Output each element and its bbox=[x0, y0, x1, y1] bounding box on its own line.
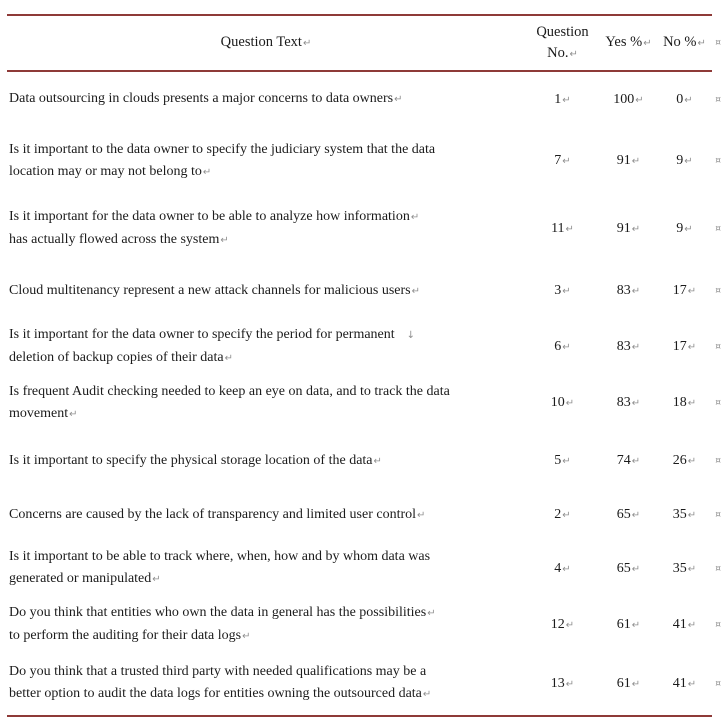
pilcrow-mark: ↵ bbox=[687, 563, 697, 575]
question-text: Concerns are caused by the lack of transparency and limited user control bbox=[9, 506, 417, 522]
question-no-value: 1 bbox=[554, 91, 562, 107]
yes-pct-value: 65 bbox=[616, 507, 631, 522]
question-no-value: 6 bbox=[554, 339, 562, 354]
yes-pct-value: 100 bbox=[613, 91, 635, 107]
pilcrow-mark: ↵ bbox=[631, 510, 641, 521]
question-no-value: 10 bbox=[550, 395, 565, 410]
question-line bbox=[9, 504, 525, 527]
yes-cell bbox=[600, 153, 657, 169]
question-line bbox=[9, 602, 525, 625]
no-cell bbox=[657, 617, 712, 633]
column-header-question-no-line1: Question bbox=[536, 23, 589, 40]
question-cell bbox=[7, 88, 525, 111]
yes-pct-value: 83 bbox=[616, 283, 631, 298]
question-cell bbox=[7, 324, 525, 370]
question-text: Cloud multitenancy represent a new attack channels for malicious users bbox=[9, 282, 411, 298]
question-line bbox=[9, 450, 525, 473]
no-cell bbox=[657, 92, 712, 108]
question-cell bbox=[7, 450, 525, 473]
pilcrow-mark: ↵ bbox=[565, 223, 574, 235]
pilcrow-mark: ↵ bbox=[562, 286, 571, 297]
yes-cell bbox=[600, 395, 657, 411]
no-cell bbox=[657, 283, 712, 299]
pilcrow-mark: ↵ bbox=[202, 166, 212, 178]
no-pct-value: 0 bbox=[676, 91, 684, 107]
question-text: generated or manipulated bbox=[9, 571, 152, 586]
question-cell bbox=[7, 661, 525, 706]
question-text: Is frequent Audit checking needed to keep an eye on data, and to track the data bbox=[9, 383, 450, 399]
question-line bbox=[9, 381, 525, 403]
pilcrow-mark: ↵ bbox=[562, 456, 571, 467]
no-pct-value: 9 bbox=[676, 153, 684, 168]
pilcrow-mark: ↵ bbox=[410, 211, 420, 223]
yes-pct-value: 74 bbox=[616, 453, 631, 468]
pilcrow-mark: ↵ bbox=[684, 156, 693, 167]
question-line bbox=[9, 229, 525, 252]
question-line bbox=[9, 88, 525, 111]
pilcrow-mark: ↵ bbox=[373, 455, 382, 467]
no-pct-value: 35 bbox=[672, 507, 687, 522]
question-text: location may or may not belong to bbox=[9, 163, 202, 179]
table-header-row bbox=[7, 16, 721, 72]
question-cell bbox=[7, 280, 525, 303]
yes-cell bbox=[600, 676, 657, 692]
pilcrow-mark: ↵ bbox=[631, 456, 641, 467]
pilcrow-mark: ↵ bbox=[697, 38, 706, 49]
question-text: better option to audit the data logs for entities owning the outsourced data bbox=[9, 686, 422, 701]
row-end-mark: ¤ bbox=[715, 510, 721, 520]
column-header-question-no-line2: No.↵ bbox=[547, 44, 578, 61]
table-row bbox=[7, 262, 721, 320]
pilcrow-mark: ↵ bbox=[631, 286, 641, 297]
pilcrow-mark: ↵ bbox=[565, 678, 575, 690]
question-text: Is it important to the data owner to specify the judiciary system that the data bbox=[9, 141, 436, 157]
pilcrow-mark: ↵ bbox=[422, 689, 432, 700]
question-line bbox=[9, 403, 525, 426]
row-end-mark: ¤ bbox=[715, 456, 721, 466]
question-line bbox=[9, 139, 525, 161]
question-no-cell bbox=[525, 617, 600, 633]
question-text: Do you think that entities who own the data in general has the possibilities bbox=[9, 604, 427, 620]
pilcrow-mark: ↵ bbox=[69, 408, 78, 420]
no-cell bbox=[657, 676, 712, 692]
question-no-cell bbox=[525, 507, 600, 523]
yes-cell bbox=[600, 453, 657, 469]
row-end-mark: ¤ bbox=[715, 286, 721, 296]
row-end-mark: ¤ bbox=[715, 342, 721, 352]
pilcrow-mark: ↵ bbox=[562, 94, 571, 106]
question-line bbox=[9, 546, 525, 568]
pilcrow-mark: ↵ bbox=[687, 342, 697, 353]
table-row bbox=[7, 320, 721, 374]
linebreak-mark: ↓ bbox=[406, 330, 416, 341]
question-no-value: 13 bbox=[550, 675, 565, 691]
yes-cell bbox=[600, 221, 657, 237]
no-cell bbox=[657, 395, 712, 411]
pilcrow-mark: ↵ bbox=[687, 398, 697, 409]
question-cell bbox=[7, 381, 525, 426]
question-no-value: 4 bbox=[554, 560, 562, 576]
survey-results-table bbox=[7, 14, 721, 717]
row-end-mark: ¤ bbox=[715, 223, 721, 234]
question-no-cell bbox=[525, 339, 600, 355]
pilcrow-mark: ↵ bbox=[643, 38, 652, 49]
question-no-cell bbox=[525, 453, 600, 469]
question-line bbox=[9, 161, 525, 184]
table-row bbox=[7, 72, 721, 127]
pilcrow-mark: ↵ bbox=[631, 678, 641, 690]
no-cell bbox=[657, 453, 712, 469]
question-line bbox=[9, 683, 525, 706]
yes-pct-value: 91 bbox=[616, 153, 631, 168]
question-line bbox=[9, 280, 525, 303]
no-cell bbox=[657, 561, 712, 577]
question-text: Data outsourcing in clouds presents a major concerns to data owners bbox=[9, 91, 394, 106]
yes-pct-value: 83 bbox=[616, 395, 631, 410]
no-cell bbox=[657, 507, 712, 523]
no-pct-value: 41 bbox=[672, 675, 687, 691]
row-end-mark: ¤ bbox=[715, 563, 721, 574]
pilcrow-mark: ↵ bbox=[565, 619, 575, 631]
question-no-cell bbox=[525, 92, 600, 108]
table-row bbox=[7, 127, 721, 195]
pilcrow-mark: ↵ bbox=[687, 456, 697, 467]
question-no-cell bbox=[525, 283, 600, 299]
question-no-cell bbox=[525, 153, 600, 169]
table-row bbox=[7, 597, 721, 652]
pilcrow-mark: ↵ bbox=[687, 619, 697, 631]
question-no-value: 12 bbox=[550, 616, 565, 632]
row-end-mark: ¤ bbox=[715, 38, 721, 48]
yes-cell bbox=[600, 339, 657, 355]
yes-pct-value: 61 bbox=[616, 675, 631, 691]
pilcrow-mark: ↵ bbox=[562, 563, 571, 575]
question-line bbox=[9, 324, 525, 347]
no-pct-value: 17 bbox=[672, 283, 687, 298]
question-no-cell bbox=[525, 676, 600, 692]
row-end-mark: ¤ bbox=[715, 156, 721, 166]
yes-cell bbox=[600, 283, 657, 299]
column-header-no-pct-label: No % bbox=[663, 34, 697, 50]
question-no-value: 3 bbox=[554, 283, 562, 298]
column-header-question-text-label: Question Text bbox=[220, 34, 302, 50]
question-no-cell bbox=[525, 561, 600, 577]
table-row bbox=[7, 195, 721, 262]
no-cell bbox=[657, 153, 712, 169]
table-row bbox=[7, 652, 721, 715]
yes-cell bbox=[600, 617, 657, 633]
row-end-mark: ¤ bbox=[715, 94, 721, 105]
no-pct-value: 26 bbox=[672, 453, 687, 468]
question-text: to perform the auditing for their data logs bbox=[9, 627, 242, 643]
question-text: Is it important to specify the physical storage location of the data bbox=[9, 452, 373, 468]
row-end-mark: ¤ bbox=[715, 398, 721, 408]
column-header-no-pct bbox=[657, 32, 712, 54]
no-pct-value: 17 bbox=[672, 339, 687, 354]
question-no-value: 2 bbox=[554, 507, 562, 522]
row-end-mark: ¤ bbox=[715, 678, 721, 689]
yes-pct-value: 61 bbox=[616, 616, 631, 632]
question-text: Do you think that a trusted third party with needed qualifications may be a bbox=[9, 664, 427, 679]
pilcrow-mark: ↵ bbox=[687, 678, 697, 690]
pilcrow-mark: ↵ bbox=[631, 563, 641, 575]
no-pct-value: 41 bbox=[672, 616, 687, 632]
no-cell bbox=[657, 339, 712, 355]
pilcrow-mark: ↵ bbox=[631, 156, 641, 167]
question-text: Is it important for the data owner to specify the period for permanent bbox=[9, 327, 395, 342]
question-text: has actually flowed across the system bbox=[9, 231, 220, 247]
yes-cell bbox=[600, 561, 657, 577]
question-no-value: 5 bbox=[554, 453, 562, 468]
table-row bbox=[7, 432, 721, 490]
pilcrow-mark: ↵ bbox=[220, 234, 229, 246]
pilcrow-mark: ↵ bbox=[562, 510, 571, 521]
table-body bbox=[7, 72, 721, 715]
pilcrow-mark: ↵ bbox=[687, 510, 697, 521]
question-line bbox=[9, 661, 525, 683]
question-line bbox=[9, 568, 525, 591]
yes-pct-value: 83 bbox=[616, 339, 631, 354]
column-header-question-text bbox=[7, 32, 525, 54]
question-text: Is it important for the data owner to be able to analyze how information bbox=[9, 208, 410, 224]
pilcrow-mark: ↵ bbox=[631, 342, 641, 353]
yes-pct-value: 65 bbox=[616, 560, 631, 576]
pilcrow-mark: ↵ bbox=[152, 574, 161, 585]
pilcrow-mark: ↵ bbox=[224, 353, 233, 364]
question-cell bbox=[7, 546, 525, 591]
no-cell bbox=[657, 221, 712, 237]
question-cell bbox=[7, 504, 525, 527]
table-row bbox=[7, 540, 721, 597]
question-text: movement bbox=[9, 405, 69, 421]
question-no-cell bbox=[525, 221, 600, 237]
question-no-value: 11 bbox=[551, 220, 565, 236]
yes-cell bbox=[600, 507, 657, 523]
question-no-value: 7 bbox=[554, 153, 562, 168]
column-header-yes-pct bbox=[600, 32, 657, 54]
question-text: deletion of backup copies of their data bbox=[9, 350, 224, 365]
column-header-yes-pct-label: Yes % bbox=[605, 34, 643, 50]
question-cell bbox=[7, 602, 525, 648]
pilcrow-mark: ↵ bbox=[417, 509, 426, 521]
question-cell bbox=[7, 139, 525, 184]
table-row bbox=[7, 374, 721, 432]
pilcrow-mark: ↵ bbox=[562, 156, 571, 167]
pilcrow-mark: ↵ bbox=[684, 94, 693, 106]
question-line bbox=[9, 206, 525, 229]
pilcrow-mark: ↵ bbox=[427, 607, 436, 619]
no-pct-value: 35 bbox=[672, 560, 687, 576]
pilcrow-mark: ↵ bbox=[687, 286, 697, 297]
yes-pct-value: 91 bbox=[616, 220, 631, 236]
pilcrow-mark: ↵ bbox=[631, 398, 641, 409]
question-cell bbox=[7, 206, 525, 252]
yes-cell bbox=[600, 92, 657, 108]
question-no-cell bbox=[525, 395, 600, 411]
question-line bbox=[9, 625, 525, 648]
pilcrow-mark: ↵ bbox=[565, 398, 575, 409]
pilcrow-mark: ↵ bbox=[635, 94, 644, 106]
pilcrow-mark: ↵ bbox=[569, 48, 578, 60]
pilcrow-mark: ↵ bbox=[684, 223, 693, 235]
pilcrow-mark: ↵ bbox=[411, 285, 420, 297]
pilcrow-mark: ↵ bbox=[631, 619, 641, 631]
pilcrow-mark: ↵ bbox=[562, 342, 571, 353]
pilcrow-mark: ↵ bbox=[242, 630, 251, 642]
pilcrow-mark: ↵ bbox=[394, 94, 403, 105]
pilcrow-mark: ↵ bbox=[302, 38, 312, 49]
question-text: Is it important to be able to track where, when, how and by whom data was bbox=[9, 549, 431, 564]
table-row bbox=[7, 490, 721, 540]
no-pct-value: 18 bbox=[672, 395, 687, 410]
column-header-question-no bbox=[525, 22, 600, 65]
row-end-mark: ¤ bbox=[715, 619, 721, 630]
question-line bbox=[9, 347, 525, 370]
pilcrow-mark: ↵ bbox=[631, 223, 641, 235]
no-pct-value: 9 bbox=[676, 220, 684, 236]
